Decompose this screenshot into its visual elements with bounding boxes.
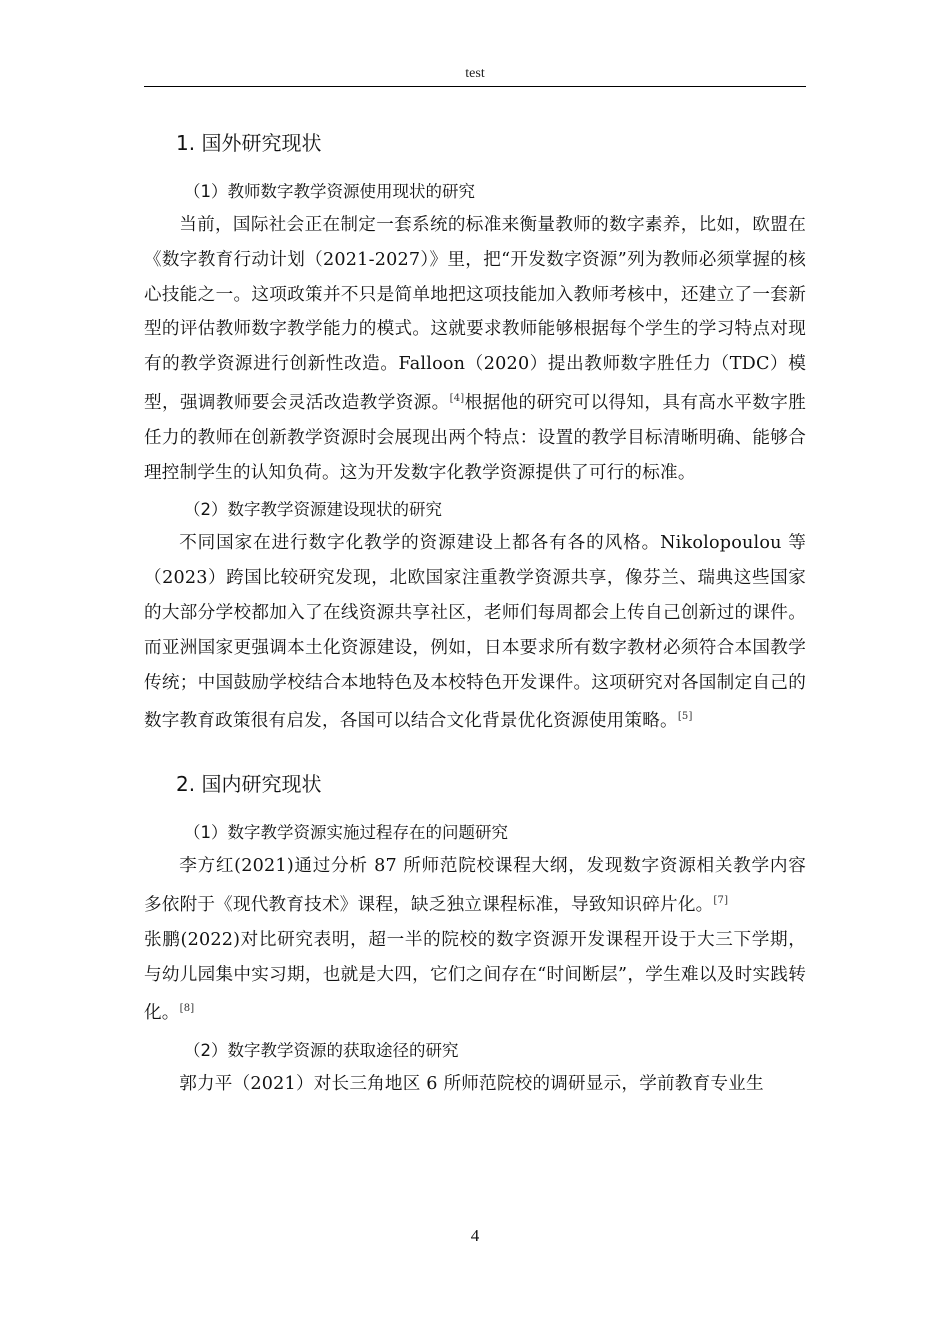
paragraph-channels <box>144 1067 806 1102</box>
subsection-heading-channels: （2）数字教学资源的获取途径的研究 <box>184 1041 459 1061</box>
paragraph-text: 李方红(2021)通过分析 87 所师范院校课程大纲，发现数字资源相关教学内容多依附于《现代教育技术》课程，缺乏独立课程标准，导致知识碎片化。 <box>144 856 806 915</box>
paragraph-usage <box>144 208 806 490</box>
paragraph-text: 不同国家在进行数字化教学的资源建设上都各有各的风格。Nikolopoulou 等（2023）跨国比较研究发现，北欧国家注重教学资源共享，像芬兰、瑞典这些国家的大部分学校都加入了在线资源共享社区，老师们每周都会上传自己创新过的课件。而亚洲国家更强调本土化资源建设，例如，日本要求所有数字教材必须符合本国教学传统；中国鼓励学校结合本地特色及本校特色开发课件。这项研究对各国制定自己的数字教育政策很有启发，各国可以结合文化背景优化资源使用策略。 <box>144 533 806 732</box>
paragraph-text: 张鹏(2022)对比研究表明，超一半的院校的数字资源开发课程开设于大三下学期，与幼儿园集中实习期，也就是大四，它们之间存在“时间断层”，学生难以及时实践转化。 <box>144 929 806 1024</box>
citation-ref: [7] <box>713 894 729 906</box>
citation-ref: [5] <box>677 711 693 723</box>
page-number: 4 <box>470 1226 480 1245</box>
subsection-heading-usage: （1）教师数字教学资源使用现状的研究 <box>184 182 475 201</box>
paragraph-problems <box>144 849 806 1031</box>
citation-ref: [4] <box>449 392 465 404</box>
page-content <box>144 120 806 1102</box>
subsection-heading-problems: （1）数字教学资源实施过程存在的问题研究 <box>184 823 508 843</box>
citation-ref: [8] <box>179 1003 195 1015</box>
section-heading-foreign: 1. 国外研究现状 <box>176 131 322 155</box>
paragraph-text: 根据他的研究可以得知，具有高水平数字胜任力的教师在创新教学资源时会展现出两个特点：设置的教学目标清晰明确、能够合理控制学生的认知负荷。这为开发数字化教学资源提供了可行的标准。 <box>144 392 806 483</box>
subsection-heading-construction: （2）数字教学资源建设现状的研究 <box>184 500 442 520</box>
running-header: test <box>465 66 485 81</box>
paragraph-text: 当前，国际社会正在制定一套系统的标准来衡量教师的数字素养，比如，欧盟在《数字教育行动计划（2021-2027）》里，把“开发数字资源”列为教师必须掌握的核心技能之一。这项政策并不只是简单地把这项技能加入教师考核中，还建立了一套新型的评估教师数字教学能力的模式。这就要求教师能够根据每个学生的学习特点对现有的教学资源进行创新性改造。Falloon（2020）提出教师数字胜任力（TDC）模型，强调教师要会灵活改造教学资源。 <box>144 215 806 413</box>
paragraph-text: 郭力平（2021）对长三角地区 6 所师范院校的调研显示，学前教育专业生 <box>179 1074 764 1095</box>
section-heading-domestic: 2. 国内研究现状 <box>176 772 322 797</box>
header-rule <box>144 86 806 87</box>
paragraph-construction <box>144 526 806 739</box>
